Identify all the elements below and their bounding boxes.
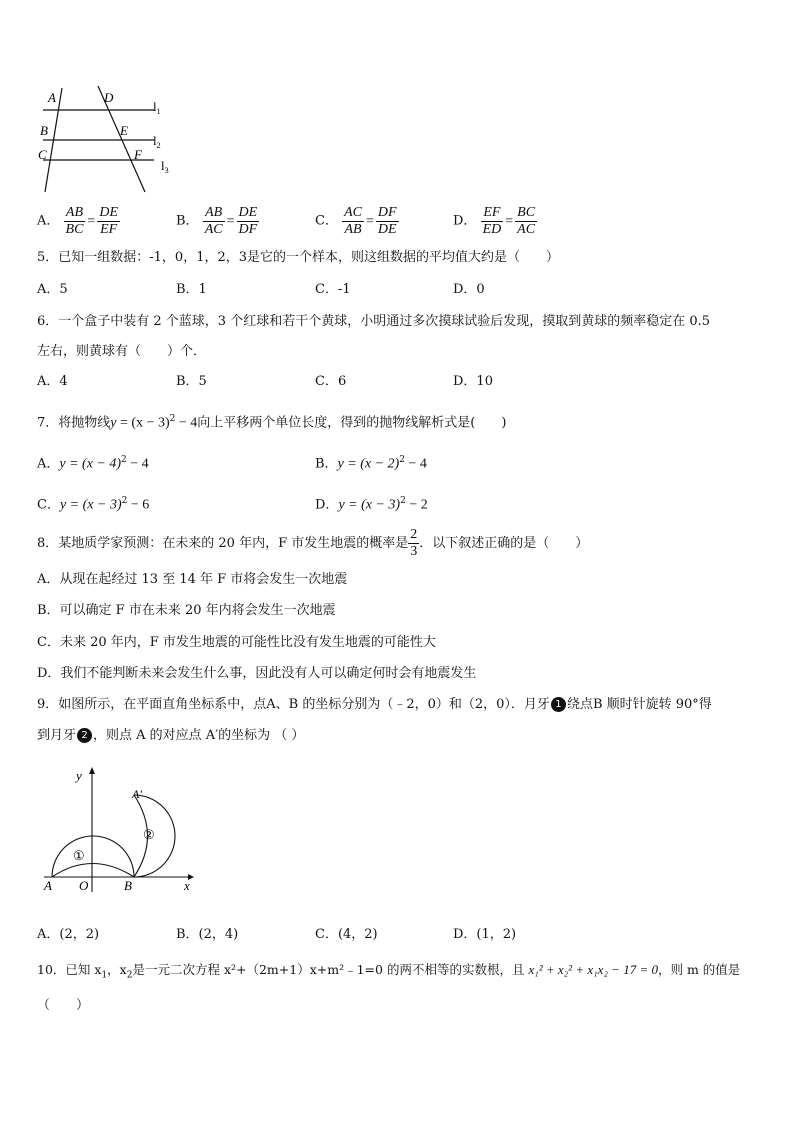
label-F: F bbox=[134, 147, 142, 162]
crescent-1 bbox=[52, 836, 134, 877]
fraction: $\frac{DF}{DE}$ bbox=[377, 205, 397, 237]
q8-question: 8．某地质学家预测：在未来的 20 年内，F 市发生地震的概率是 $\frac{2}{3}$ ．以下叙述正确的是（ ） bbox=[37, 527, 589, 559]
q10-question-line1: 10．已知 $x_1$，$x_2$是一元二次方程 x²+（2m+1）x+m²﹣1=0 的两不相等的实数根，且 x₁² + x₂² + x₁x₂ − 17 = 0，则 m 的值是 bbox=[37, 962, 741, 981]
q7-option-d: D．$y = (x - 3)^2 - 2$ bbox=[315, 496, 428, 513]
q9-question-line2: 到月牙 2 ，则点 A 的对应点 A′的坐标为 （ ） bbox=[37, 728, 305, 743]
q6-question-line1: 6．一个盒子中装有 2 个蓝球，3 个红球和若干个黄球，小明通过多次摸球试验后发现，摸取到黄球的频率稳定在 0.5 bbox=[37, 314, 711, 329]
q5-option-b: B．1 bbox=[176, 282, 207, 297]
q7-option-c: C．$y = (x - 3)^2 - 6$ bbox=[37, 496, 150, 513]
label-A-prime: A′ bbox=[132, 787, 142, 801]
parallel-lines-figure bbox=[38, 84, 178, 196]
q5-option-d: D．0 bbox=[453, 282, 485, 297]
fraction: $\frac{EF}{ED}$ bbox=[482, 205, 502, 237]
label-A: A bbox=[48, 90, 56, 105]
crescent-1-label: ① bbox=[73, 848, 85, 863]
q9-option-a: A．(2，2) bbox=[37, 927, 100, 942]
q6-option-c: C．6 bbox=[315, 374, 347, 389]
probability-fraction: $\frac{2}{3}$ bbox=[410, 527, 418, 559]
label-O: O bbox=[79, 878, 89, 893]
fraction: $\frac{BC}{AC}$ bbox=[517, 205, 536, 237]
label-l2: $l_2$ bbox=[153, 133, 161, 150]
q9-option-b: B．(2，4) bbox=[176, 927, 239, 942]
q8-option-d: D．我们不能判断未来会发生什么事，因此没有人可以确定何时会有地震发生 bbox=[37, 666, 477, 681]
fraction: $\frac{DE}{EF}$ bbox=[99, 205, 118, 237]
y-axis-arrow-icon bbox=[89, 767, 95, 774]
label-l3: $l_3$ bbox=[161, 158, 169, 175]
fraction: $\frac{AB}{BC}$ bbox=[65, 205, 84, 237]
crescent-rotation-figure bbox=[40, 764, 200, 894]
fraction: $\frac{DE}{DF}$ bbox=[238, 205, 258, 237]
q6-option-d: D．10 bbox=[453, 374, 493, 389]
q5-question: 5．已知一组数据：-1，0，1，2，3是它的一个样本，则这组数据的平均值大约是（ ） bbox=[37, 250, 560, 265]
q7-option-a: A．$y = (x - 4)^2 - 4$ bbox=[37, 455, 149, 472]
q9-option-d: D．(1，2) bbox=[453, 927, 517, 942]
crescent-2-label: ② bbox=[143, 827, 155, 842]
label-E: E bbox=[120, 123, 128, 138]
circled-one-icon: 1 bbox=[551, 697, 566, 712]
label-B: B bbox=[124, 878, 132, 893]
q4-option-c: C． $\frac{AC}{AB}$ = $\frac{DF}{DE}$ bbox=[315, 205, 397, 237]
q8-option-a: A．从现在起经过 13 至 14 年 F 市将会发生一次地震 bbox=[37, 572, 348, 587]
crescent-1-inner bbox=[52, 864, 134, 878]
q7-option-b: B．$y = (x - 2)^2 - 4$ bbox=[315, 455, 427, 472]
q8-option-b: B．可以确定 F 市在未来 20 年内将会发生一次地震 bbox=[37, 603, 336, 618]
q6-question-line2: 左右，则黄球有（ ）个． bbox=[37, 344, 207, 359]
q4-option-d: D． $\frac{EF}{ED}$ = $\frac{BC}{AC}$ bbox=[453, 205, 536, 237]
condition-equation: x₁² + x₂² + x₁x₂ − 17 = 0 bbox=[528, 962, 658, 977]
label-l1: $l_1$ bbox=[153, 99, 161, 116]
q9-question-line1: 9．如图所示，在平面直角坐标系中，点A、B 的坐标分别为（﹣2，0）和（2，0）．月牙 1 绕点B 顺时针旋转 90°得 bbox=[37, 697, 712, 712]
q4-option-a: A． $\frac{AB}{BC}$ = $\frac{DE}{EF}$ bbox=[37, 205, 118, 237]
q4-option-b: B． $\frac{AB}{AC}$ = $\frac{DE}{DF}$ bbox=[176, 205, 258, 237]
q10-question-line2: （ ） bbox=[37, 998, 90, 1013]
label-B: B bbox=[40, 123, 48, 138]
label-y: y bbox=[76, 768, 82, 783]
q9-option-c: C．(4，2) bbox=[315, 927, 378, 942]
fraction: $\frac{AC}{AB}$ bbox=[344, 205, 362, 237]
label-D: D bbox=[104, 90, 114, 105]
q8-option-c: C．未来 20 年内，F 市发生地震的可能性比没有发生地震的可能性大 bbox=[37, 635, 436, 650]
fraction: $\frac{AB}{AC}$ bbox=[204, 205, 223, 237]
circled-two-icon: 2 bbox=[77, 728, 92, 743]
q6-option-b: B．5 bbox=[176, 374, 207, 389]
q7-question: 7．将抛物线$y = (x - 3)^2 - 4$向上平移两个单位长度，得到的抛物线解析式是( ) bbox=[37, 414, 507, 431]
q6-option-a: A．4 bbox=[37, 374, 68, 389]
label-A: A bbox=[44, 878, 52, 893]
label-C: C bbox=[38, 147, 47, 162]
q5-option-a: A．5 bbox=[37, 282, 68, 297]
q5-option-c: C．-1 bbox=[315, 282, 351, 297]
label-x: x bbox=[184, 878, 190, 893]
